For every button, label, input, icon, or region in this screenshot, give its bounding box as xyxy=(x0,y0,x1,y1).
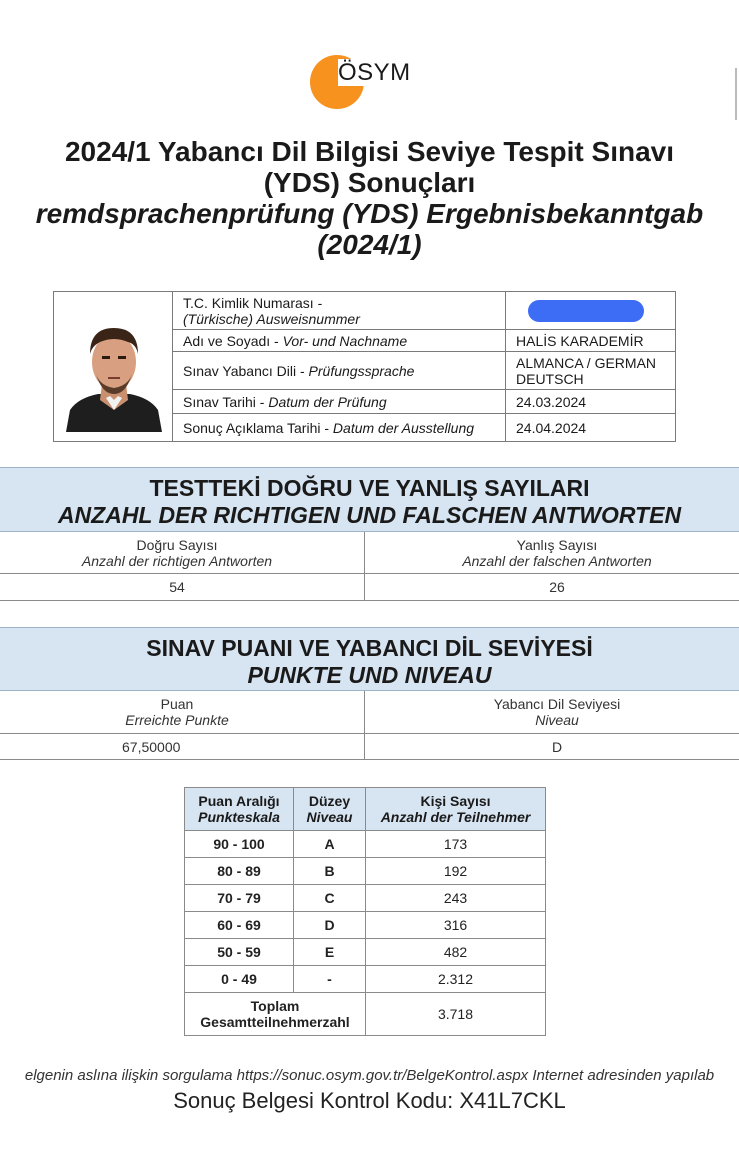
count-cell: 243 xyxy=(366,885,546,912)
result-date-label: Sonuç Açıklama Tarihi - xyxy=(183,419,333,436)
level-cell: B xyxy=(294,858,366,885)
answers-section-title: TESTTEKİ DOĞRU VE YANLIŞ SAYILARI xyxy=(149,475,590,501)
table-row xyxy=(185,912,546,939)
redaction-mark xyxy=(528,300,644,322)
table-row xyxy=(185,939,546,966)
result-date-value: 24.04.2024 xyxy=(516,419,587,436)
score-value-row xyxy=(0,734,739,760)
wrong-header-de: Anzahl der falschen Antworten xyxy=(462,552,652,569)
score-header: Puan xyxy=(160,696,194,712)
logo-text: ÖSYM xyxy=(338,59,411,86)
info-row-language xyxy=(173,352,675,390)
wrong-count: 26 xyxy=(549,579,565,595)
table-row xyxy=(185,858,546,885)
title-line-4: (2024/1) xyxy=(317,229,422,260)
total-label: Toplam xyxy=(250,998,300,1014)
level-cell: - xyxy=(294,966,366,993)
answers-value-row xyxy=(0,574,739,601)
score-section-title: SINAV PUANI VE YABANCI DİL SEVİYESİ xyxy=(146,635,593,661)
total-label-cell xyxy=(185,993,366,1036)
total-label-de: Gesamtteilnehmerzahl xyxy=(200,1014,350,1030)
language-label: Sınav Yabancı Dili - xyxy=(183,362,309,379)
table-row xyxy=(185,885,546,912)
range-cell: 70 - 79 xyxy=(185,885,294,912)
correct-header: Doğru Sayısı xyxy=(136,536,218,553)
level-header: Yabancı Dil Seviyesi xyxy=(493,696,621,712)
range-header: Puan Aralığı Punkteskala xyxy=(185,788,294,831)
range-cell: 0 - 49 xyxy=(185,966,294,993)
photo-cell xyxy=(54,292,173,441)
control-code: Sonuç Belgesi Kontrol Kodu: X41L7CKL xyxy=(173,1088,566,1113)
table-row xyxy=(185,831,546,858)
level-column-header: Düzey Niveau xyxy=(294,788,366,831)
candidate-photo xyxy=(66,314,162,432)
osym-logo xyxy=(310,55,430,115)
score-value: 67,50000 xyxy=(0,734,365,759)
level-cell: A xyxy=(294,831,366,858)
score-section-header xyxy=(0,627,739,691)
id-label-de: (Türkische) Ausweisnummer xyxy=(183,310,360,327)
edge-mark xyxy=(735,68,737,120)
count-header: Kişi Sayısı Anzahl der Teilnehmer xyxy=(366,788,546,831)
page-title xyxy=(0,136,739,260)
range-cell: 60 - 69 xyxy=(185,912,294,939)
level-cell: E xyxy=(294,939,366,966)
score-section-title-de: PUNKTE UND NIVEAU xyxy=(247,662,492,688)
title-line-3: remdsprachenprüfung (YDS) Ergebnisbekanntgab xyxy=(35,198,704,229)
name-label-de: Vor- und Nachname xyxy=(282,332,408,349)
language-value: ALMANCA / GERMAN xyxy=(516,354,657,371)
info-row-exam-date xyxy=(173,390,675,414)
exam-date-value: 24.03.2024 xyxy=(516,393,587,410)
exam-date-label: Sınav Tarihi - xyxy=(183,393,269,410)
table-row xyxy=(185,966,546,993)
candidate-info-table xyxy=(53,291,676,442)
id-label: T.C. Kimlik Numarası - xyxy=(183,294,323,311)
range-cell: 80 - 89 xyxy=(185,858,294,885)
count-cell: 316 xyxy=(366,912,546,939)
count-cell: 2.312 xyxy=(366,966,546,993)
name-value: HALİS KARADEMİR xyxy=(516,332,644,349)
count-cell: 482 xyxy=(366,939,546,966)
info-row-result-date xyxy=(173,414,675,441)
range-cell: 90 - 100 xyxy=(185,831,294,858)
title-line-2: (YDS) Sonuçları xyxy=(263,167,476,198)
language-label-de: Prüfungssprache xyxy=(308,362,415,379)
total-count: 3.718 xyxy=(366,993,546,1036)
result-date-label-de: Datum der Ausstellung xyxy=(332,419,475,436)
correct-header-de: Anzahl der richtigen Antworten xyxy=(81,552,273,569)
exam-date-label-de: Datum der Prüfung xyxy=(268,393,387,410)
score-distribution-table xyxy=(184,787,546,1036)
correct-count: 54 xyxy=(0,574,365,600)
level-cell: D xyxy=(294,912,366,939)
wrong-header: Yanlış Sayısı xyxy=(516,536,598,553)
count-cell: 173 xyxy=(366,831,546,858)
answers-header-row xyxy=(0,532,739,574)
count-cell: 192 xyxy=(366,858,546,885)
range-cell: 50 - 59 xyxy=(185,939,294,966)
total-row xyxy=(185,993,546,1036)
info-row-id xyxy=(173,292,675,330)
answers-section-header xyxy=(0,467,739,532)
title-line-1: 2024/1 Yabancı Dil Bilgisi Seviye Tespit Sınavı xyxy=(64,136,675,167)
level-value: D xyxy=(551,738,563,755)
distribution-header-row xyxy=(185,788,546,831)
level-header-de: Niveau xyxy=(535,712,579,728)
answers-section-title-de: ANZAHL DER RICHTIGEN UND FALSCHEN ANTWORTEN xyxy=(57,502,682,528)
level-cell: C xyxy=(294,885,366,912)
score-header-row xyxy=(0,691,739,734)
info-rows xyxy=(173,292,675,441)
name-label: Adı ve Soyadı - xyxy=(183,332,283,349)
verification-note: elgenin aslına ilişkin sorgulama https://sonuc.osym.gov.tr/BelgeKontrol.aspx Internet adresinden yapılab xyxy=(24,1067,715,1084)
info-row-name xyxy=(173,330,675,352)
score-header-de: Erreichte Punkte xyxy=(125,712,229,728)
language-value-2: DEUTSCH xyxy=(516,370,584,387)
